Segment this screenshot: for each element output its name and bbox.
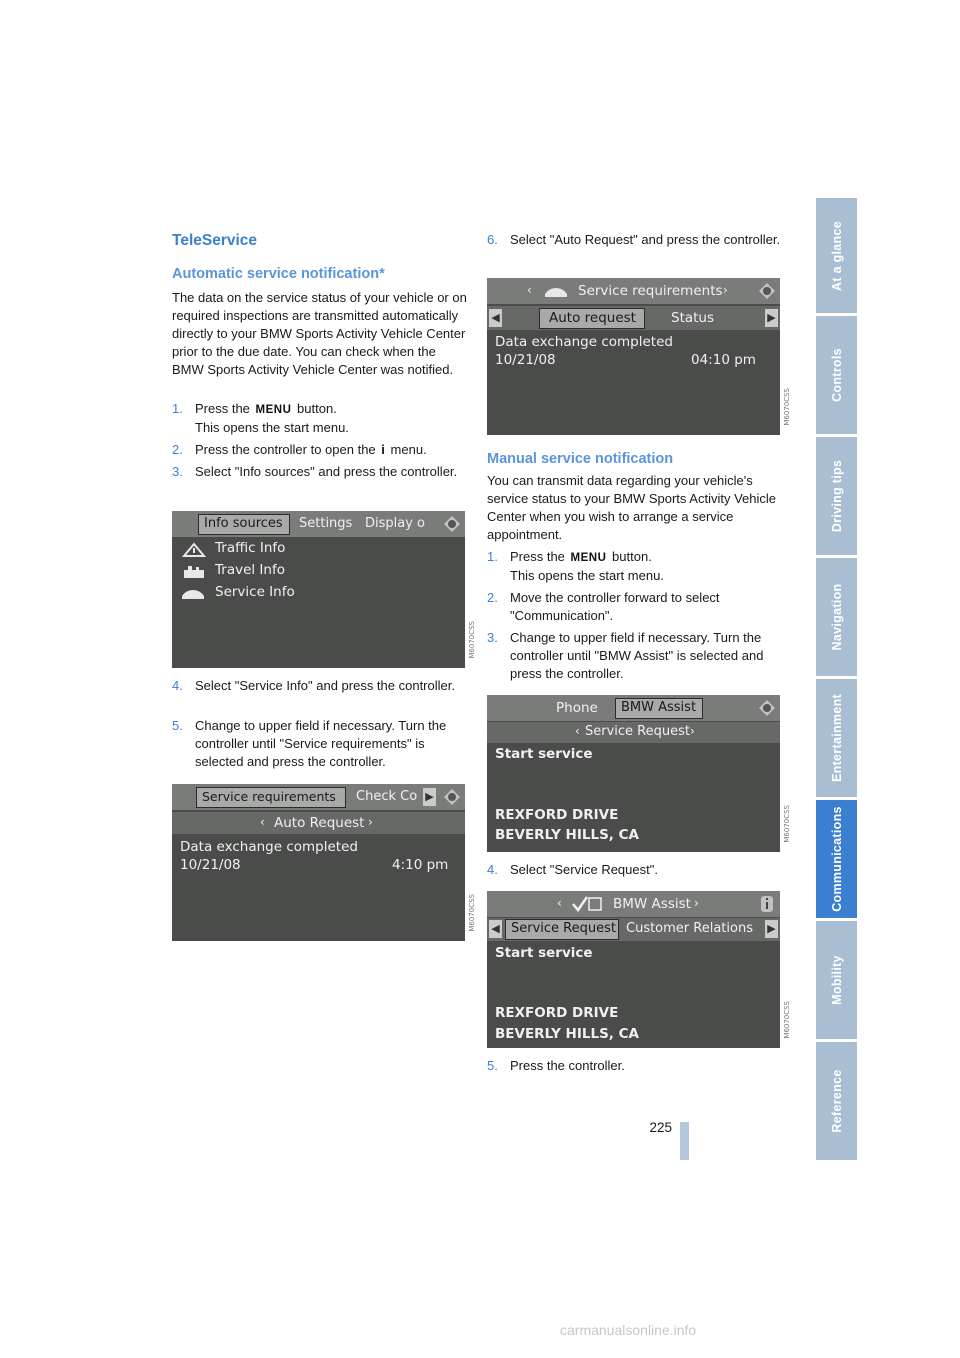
- watermark: carmanualsonline.info: [560, 1322, 697, 1338]
- sidebar-tab-label: Driving tips: [829, 459, 844, 533]
- travel-info-icon: [182, 564, 206, 580]
- sidebar-tab-entertainment[interactable]: [816, 679, 857, 797]
- step-number: 4.: [487, 862, 498, 877]
- manual-step-1: [487, 548, 783, 584]
- tab-service-requirements-label: Service requirements: [202, 789, 336, 804]
- scroll-right-arrow[interactable]: ▶: [765, 920, 778, 938]
- auto-step-4: [172, 677, 468, 713]
- page-number: 225: [649, 1120, 672, 1135]
- tab-service-request-label: Service Request: [511, 921, 616, 936]
- step-text: Change to upper field if necessary. Turn the controller until "BMW Assist" is selected and press the controller.: [510, 630, 764, 681]
- menu-item-travel-info[interactable]: Travel Info: [215, 562, 285, 578]
- step-number: 3.: [172, 464, 183, 479]
- start-service-item[interactable]: Start service: [495, 945, 593, 961]
- page-marker-bar: [680, 1122, 689, 1160]
- step-number: 1.: [487, 549, 498, 564]
- menu-button-icon: MENU: [255, 404, 292, 416]
- menu-item-traffic-info[interactable]: Traffic Info: [215, 540, 286, 556]
- info-icon: i: [381, 442, 385, 457]
- step-text-pre: Press the: [510, 549, 565, 564]
- right-chevron-icon: ›: [690, 724, 695, 738]
- bmw-assist-screen: [487, 695, 791, 852]
- tab-info-sources-label: Info sources: [204, 516, 283, 531]
- sidebar-tab-at-a-glance[interactable]: [816, 198, 857, 313]
- scroll-right-arrow[interactable]: ▶: [423, 788, 436, 806]
- sidebar-tab-label: Communications: [829, 806, 844, 912]
- tab-check-control-label[interactable]: Check Co: [356, 789, 418, 804]
- sidebar-tab-controls[interactable]: [816, 316, 857, 434]
- left-chevron-icon: ‹: [260, 815, 265, 829]
- left-chevron-icon: ‹: [557, 896, 562, 910]
- step-text: Press the controller.: [510, 1058, 625, 1073]
- step-text-line2: This opens the start menu.: [195, 420, 349, 435]
- controller-knob-icon: [758, 282, 776, 300]
- info-sources-screen: [172, 511, 476, 668]
- scroll-left-arrow[interactable]: ◀: [489, 309, 502, 327]
- info-knob-icon: [758, 895, 776, 913]
- screen-title: BMW Assist: [613, 896, 691, 912]
- start-service-item[interactable]: Start service: [495, 746, 593, 762]
- step-number: 3.: [487, 630, 498, 645]
- step-number: 1.: [172, 401, 183, 416]
- step-text: Change to upper field if necessary. Turn the controller until "Service requirements" is selected and press the controller.: [195, 718, 447, 769]
- sidebar-tab-label: At a glance: [829, 220, 844, 291]
- address-line-1: REXFORD DRIVE: [495, 1005, 619, 1021]
- sidebar-tab-reference[interactable]: [816, 1042, 857, 1160]
- controller-knob-icon: [443, 788, 461, 806]
- manual-step-4: [487, 861, 783, 879]
- step-text-line2: This opens the start menu.: [510, 568, 664, 583]
- subtitle-service-request[interactable]: Service Request: [585, 724, 690, 739]
- step-number: 2.: [172, 442, 183, 457]
- tab-auto-request-label: Auto request: [549, 310, 636, 326]
- status-date: 10/21/08: [180, 857, 241, 873]
- controller-knob-icon: [443, 515, 461, 533]
- sidebar-tab-label: Navigation: [829, 583, 844, 651]
- menu-item-service-info[interactable]: Service Info: [215, 584, 295, 600]
- traffic-info-icon: [182, 542, 206, 558]
- left-chevron-icon: ‹: [527, 283, 532, 297]
- tab-phone-label[interactable]: Phone: [556, 700, 598, 716]
- step-number: 6.: [487, 232, 498, 247]
- image-code: M6070CSS: [468, 621, 476, 659]
- step-number: 2.: [487, 590, 498, 605]
- section-title: TeleService: [172, 232, 258, 249]
- vehicle-icon: [543, 285, 569, 299]
- service-info-icon: [180, 586, 206, 602]
- step-number: 4.: [172, 678, 183, 693]
- subtitle-auto-request[interactable]: Auto Request: [274, 815, 365, 831]
- tab-display-label[interactable]: Display o: [365, 516, 426, 531]
- scroll-left-arrow[interactable]: ◀: [489, 920, 502, 938]
- sidebar-tab-mobility[interactable]: [816, 921, 857, 1039]
- assist-check-icon: [571, 895, 605, 913]
- status-date: 10/21/08: [495, 352, 556, 368]
- screen-title: Service requirements: [578, 283, 723, 299]
- step-text-post: button.: [612, 549, 652, 564]
- menu-button-icon: MENU: [570, 552, 607, 564]
- step-text: [510, 548, 664, 585]
- step-text: [195, 441, 427, 459]
- controller-knob-icon: [758, 699, 776, 717]
- address-line-2: BEVERLY HILLS, CA: [495, 827, 639, 843]
- right-chevron-icon: ›: [694, 896, 699, 910]
- status-time: 04:10 pm: [691, 352, 756, 368]
- sidebar-tab-label: Entertainment: [829, 694, 844, 782]
- step-text-pre: Press the controller to open the: [195, 442, 376, 457]
- auto-request-screen: [487, 278, 791, 435]
- sidebar-tab-label: Mobility: [829, 955, 844, 1005]
- right-chevron-icon: ›: [368, 815, 373, 829]
- status-line: Data exchange completed: [180, 839, 358, 855]
- right-chevron-icon: ›: [723, 283, 728, 297]
- image-code: M6070CSS: [783, 388, 791, 426]
- step-text: Select "Service Request".: [510, 862, 658, 877]
- manual-step-3: [487, 629, 783, 683]
- sidebar-tab-driving-tips[interactable]: [816, 437, 857, 555]
- manual-intro: You can transmit data regarding your vehicle's service status to your BMW Sports Activity Vehicle Center when you wish to arrange a service appointment.: [487, 473, 776, 542]
- step-text-pre: Press the: [195, 401, 250, 416]
- service-requirements-screen: [172, 784, 476, 941]
- step-text: Select "Info sources" and press the controller.: [195, 464, 458, 479]
- manual-heading: Manual service notification: [487, 451, 674, 467]
- image-code: M6070CSS: [468, 894, 476, 932]
- left-chevron-icon: ‹: [575, 724, 580, 738]
- scroll-right-arrow[interactable]: ▶: [765, 309, 778, 327]
- step-text: Select "Service Info" and press the controller.: [195, 678, 455, 693]
- step-text: [195, 400, 349, 437]
- address-line-1: REXFORD DRIVE: [495, 807, 619, 823]
- status-time: 4:10 pm: [392, 857, 449, 873]
- auto-step-6: [487, 231, 783, 267]
- auto-heading: Automatic service notification*: [172, 266, 385, 282]
- tab-settings-label[interactable]: Settings: [299, 516, 353, 531]
- image-code: M6070CSS: [783, 805, 791, 843]
- auto-step-5: [172, 717, 468, 771]
- auto-step-3: [172, 463, 468, 499]
- manual-step-5: [487, 1057, 783, 1075]
- sidebar-tab-label: Reference: [829, 1069, 844, 1133]
- auto-step-1: [172, 400, 468, 436]
- step-text: Move the controller forward to select "Communication".: [510, 590, 720, 623]
- tab-status-label[interactable]: Status: [671, 310, 715, 326]
- manual-step-2: [487, 589, 783, 625]
- step-text: Select "Auto Request" and press the controller.: [510, 232, 781, 247]
- auto-intro: The data on the service status of your vehicle or on required inspections are transmitted automatically directly to your BMW Sports Activity Vehicle Center prior to the due date. You can check when the BMW Sports Activity Vehicle Center was notified.: [172, 290, 467, 377]
- address-line-2: BEVERLY HILLS, CA: [495, 1026, 639, 1042]
- service-request-screen: [487, 891, 791, 1048]
- step-text-post: menu.: [390, 442, 427, 457]
- status-line: Data exchange completed: [495, 334, 673, 350]
- step-text-post: button.: [297, 401, 337, 416]
- image-code: M6070CSS: [783, 1001, 791, 1039]
- sidebar-tab-label: Controls: [829, 348, 844, 402]
- sidebar-tab-communications[interactable]: [816, 800, 857, 918]
- step-number: 5.: [172, 718, 183, 733]
- tab-bmw-assist-label: BMW Assist: [621, 700, 697, 715]
- tab-customer-relations-label[interactable]: Customer Relations: [626, 921, 753, 936]
- step-number: 5.: [487, 1058, 498, 1073]
- sidebar-tab-navigation[interactable]: [816, 558, 857, 676]
- auto-step-2: [172, 441, 468, 459]
